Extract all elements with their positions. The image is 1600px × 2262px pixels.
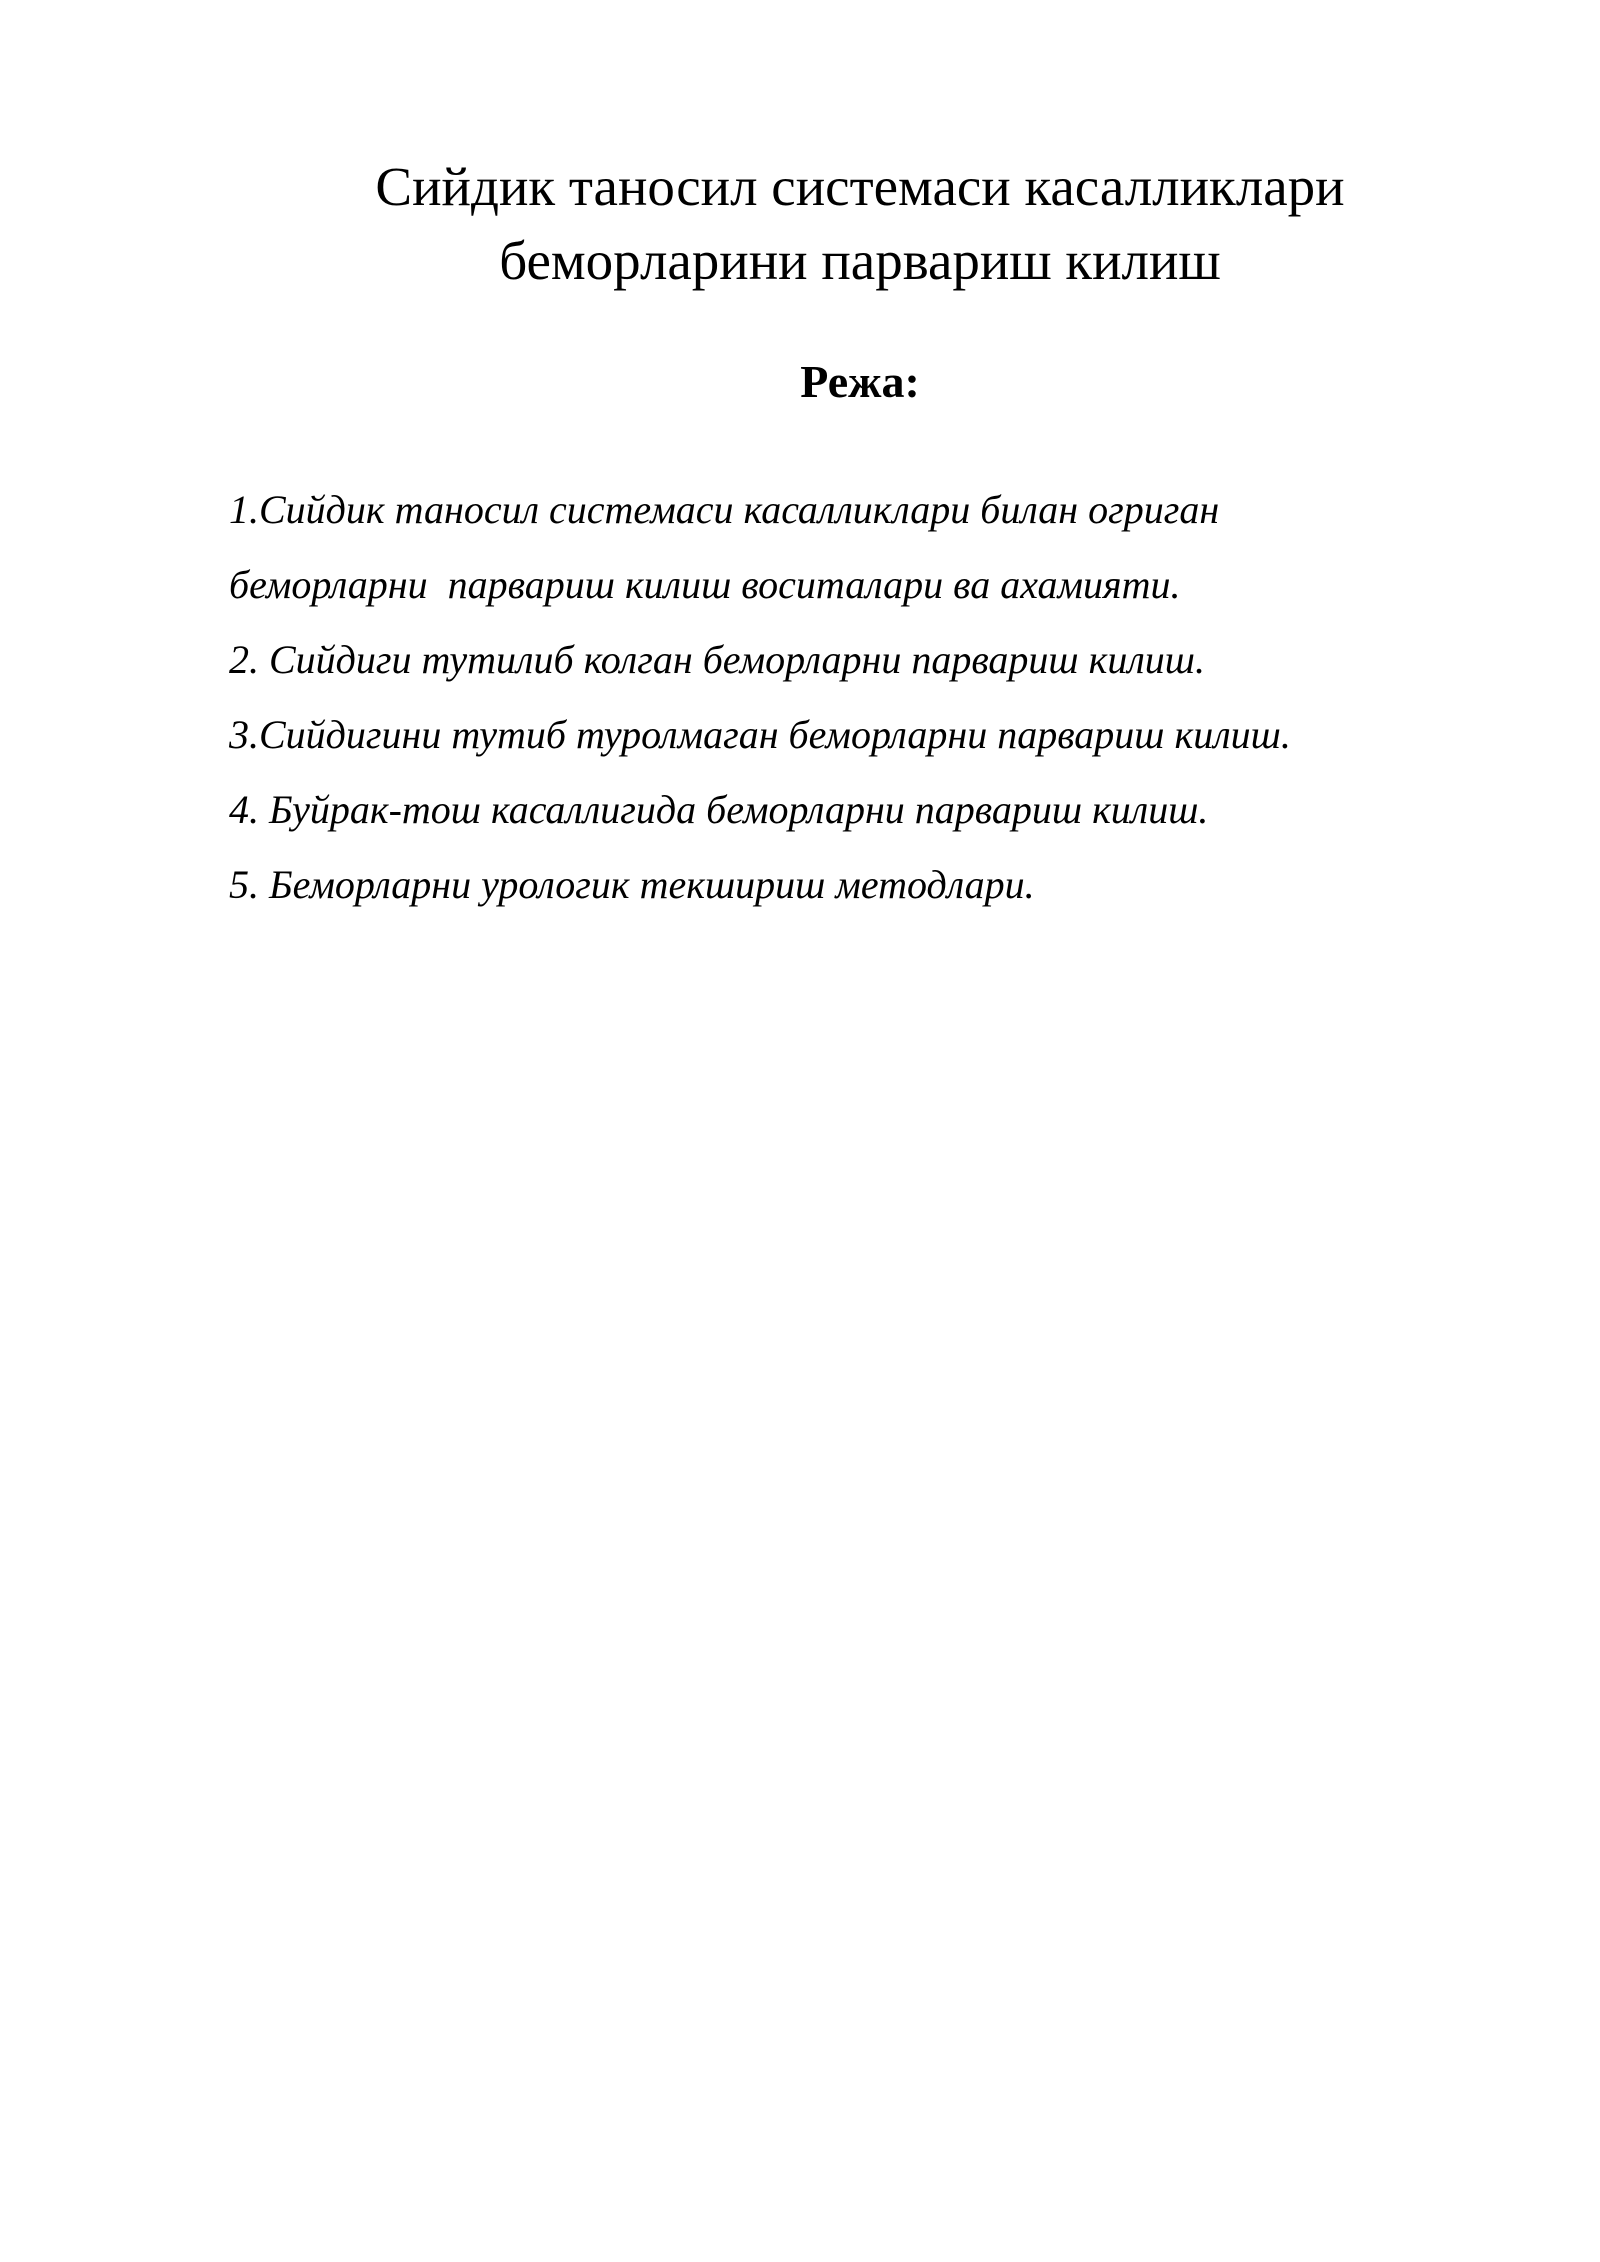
plan-line-5: 4. Буйрак-тош касаллигида беморларни парвариш килиш. bbox=[229, 787, 1209, 832]
title-line-1: Сийдик таносил системаси касалликлари bbox=[375, 156, 1345, 217]
page-title bbox=[230, 150, 1490, 298]
plan-line-1: 1.Сийдик таносил системаси касалликлари билан огриган bbox=[229, 487, 1220, 532]
plan-line-6: 5. Беморларни урологик текшириш методлари. bbox=[229, 862, 1035, 907]
plan-heading: Режа: bbox=[800, 356, 920, 407]
plan-list bbox=[229, 472, 1429, 922]
plan-line-3: 2. Сийдиги тутилиб колган беморларни парвариш килиш. bbox=[229, 637, 1205, 682]
plan-line-4: 3.Сийдигини тутиб туролмаган беморларни парвариш килиш. bbox=[229, 712, 1291, 757]
title-line-2: беморларини парвариш килиш bbox=[499, 230, 1221, 291]
plan-line-2: беморларни парвариш килиш воситалари ва ахамияти. bbox=[229, 562, 1181, 607]
